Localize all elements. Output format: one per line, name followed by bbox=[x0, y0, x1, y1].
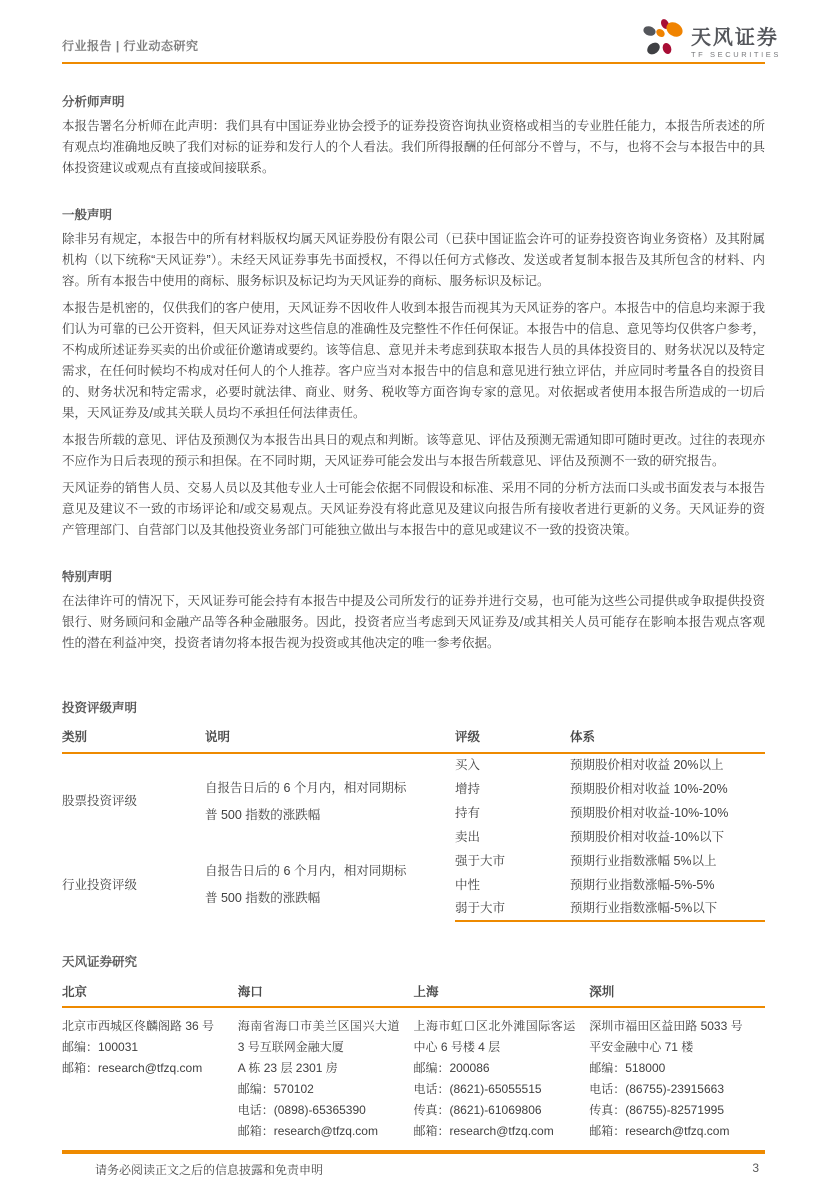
office-header-row bbox=[62, 974, 765, 1008]
page-header bbox=[62, 26, 781, 64]
rating-system-cell: 预期股价相对收益 20%以上 bbox=[570, 758, 724, 772]
rating-category-cell: 行业投资评级 bbox=[62, 877, 138, 892]
footer-row bbox=[62, 1152, 765, 1178]
rating-description-cell: 自报告日后的 6 个月内，相对同期标普 500 指数的涨跌幅 bbox=[205, 864, 407, 905]
rating-description-cell: 自报告日后的 6 个月内，相对同期标普 500 指数的涨跌幅 bbox=[205, 780, 407, 822]
office-zip-line: 邮编：518000 bbox=[589, 1061, 666, 1075]
table-row bbox=[62, 753, 765, 777]
rating-value-cell: 中性 bbox=[455, 877, 481, 892]
footer-disclaimer: 请务必阅读正文之后的信息披露和免责申明 bbox=[95, 1163, 324, 1177]
office-city-header: 上海 bbox=[413, 985, 439, 999]
rating-col-category: 类别 bbox=[62, 718, 205, 753]
rating-col-description: 说明 bbox=[205, 718, 455, 753]
rating-system-cell: 预期股价相对收益 10%-20% bbox=[570, 781, 728, 796]
section-research-offices bbox=[62, 952, 765, 1154]
office-column-shanghai bbox=[414, 1016, 590, 1142]
office-address-line: 海南省海口市美兰区国兴大道 3 号互联网金融大厦 bbox=[237, 1019, 400, 1054]
page-number: 3 bbox=[752, 1161, 759, 1175]
section-title-research: 天风证券研究 bbox=[62, 955, 138, 969]
rating-system-cell: 预期股价相对收益-10%-10% bbox=[570, 805, 729, 820]
office-city-header: 海口 bbox=[237, 985, 263, 999]
rating-system-cell: 预期行业指数涨幅 5%以上 bbox=[570, 853, 717, 868]
rating-value-cell: 增持 bbox=[455, 781, 481, 796]
section-title-rating: 投资评级声明 bbox=[62, 701, 138, 715]
section-title-analyst: 分析师声明 bbox=[62, 95, 125, 109]
logo-company-name: 天风证券 bbox=[690, 27, 779, 49]
rating-value-cell: 弱于大市 bbox=[455, 897, 570, 921]
office-zip-line: 邮编：200086 bbox=[413, 1061, 490, 1075]
logo-text bbox=[691, 27, 781, 62]
office-fax-line: 传真：(8621)-61069806 bbox=[413, 1103, 542, 1117]
paragraph: 除非另有规定，本报告中的所有材料版权均属天风证券股份有限公司（已获中国证监会许可的证券投资咨询业务资格）及其附属机构（以下统称“天风证券”）。未经天风证券事先书面授权，不得以任何方式修改、发送或者复制本报告及其所包含的材料、内容。所有本报告中使用的商标、服务标识及标记均为天风证券的商标、服务标识及标记。 bbox=[62, 232, 765, 288]
rating-value-cell: 买入 bbox=[455, 758, 481, 772]
section-analyst-statement bbox=[62, 92, 765, 179]
office-email-line: 邮箱：research@tfzq.com bbox=[62, 1061, 203, 1075]
logo-flower-icon bbox=[641, 16, 685, 62]
tf-securities-logo bbox=[641, 16, 781, 62]
section-title-special: 特别声明 bbox=[62, 570, 113, 584]
office-column-haikou bbox=[238, 1016, 414, 1142]
office-phone-line: 电话：(8621)-65055515 bbox=[413, 1082, 542, 1096]
paragraph: 天风证券的销售人员、交易人员以及其他专业人士可能会依据不同假设和标准、采用不同的分析方法而口头或书面发表与本报告意见及建议不一致的市场评论和/或交易观点。天风证券没有将此意见及建议向报告所有接收者进行更新的义务。天风证券的资产管理部门、自营部门以及其他投资业务部门可能独立做出与本报告中的意见或建议不一致的投资决策。 bbox=[62, 481, 765, 537]
office-city-header: 北京 bbox=[62, 985, 88, 999]
page-footer bbox=[62, 1150, 765, 1178]
office-fax-line: 传真：(86755)-82571995 bbox=[589, 1103, 724, 1117]
office-address-line: 上海市虹口区北外滩国际客运中心 6 号楼 4 层 bbox=[413, 1019, 576, 1054]
section-special-statement bbox=[62, 567, 765, 654]
office-body-row bbox=[62, 1008, 765, 1154]
section-title-general: 一般声明 bbox=[62, 208, 113, 222]
office-zip-line: 邮编：100031 bbox=[62, 1040, 139, 1054]
rating-col-rating: 评级 bbox=[455, 718, 570, 753]
office-column-beijing bbox=[62, 1016, 238, 1142]
office-email-line: 邮箱：research@tfzq.com bbox=[237, 1124, 378, 1138]
office-address-line: 深圳市福田区益田路 5033 号 bbox=[589, 1019, 743, 1033]
office-email-line: 邮箱：research@tfzq.com bbox=[413, 1124, 554, 1138]
rating-system-cell: 预期行业指数涨幅-5%-5% bbox=[570, 877, 715, 892]
research-offices-table bbox=[62, 974, 765, 1154]
rating-table bbox=[62, 718, 765, 922]
paragraph: 本报告所载的意见、评估及预测仅为本报告出具日的观点和判断。该等意见、评估及预测无需通知即可随时更改。过往的表现亦不应作为日后表现的预示和担保。在不同时期，天风证券可能会发出与本报告所载意见、评估及预测不一致的研究报告。 bbox=[62, 433, 765, 468]
office-zip-line: 邮编：570102 bbox=[237, 1082, 314, 1096]
office-column-shenzhen bbox=[589, 1016, 765, 1142]
rating-value-cell: 持有 bbox=[455, 805, 481, 820]
logo-company-name-en: TF SECURITIES bbox=[690, 50, 781, 59]
breadcrumb: 行业报告 | 行业动态研究 bbox=[62, 39, 199, 53]
office-address-line: 北京市西城区佟麟阁路 36 号 bbox=[62, 1019, 215, 1033]
rating-header-row bbox=[62, 718, 765, 753]
rating-value-cell: 强于大市 bbox=[455, 853, 506, 868]
table-row bbox=[62, 849, 765, 873]
paragraph: 本报告是机密的，仅供我们的客户使用，天风证券不因收件人收到本报告而视其为天风证券的客户。本报告中的信息均来源于我们认为可靠的已公开资料，但天风证券对这些信息的准确性及完整性不作任何保证。本报告中的信息、意见等均仅供客户参考，不构成所述证券买卖的出价或征价邀请或要约。该等信息、意见并未考虑到获取本报告人员的具体投资目的、财务状况以及特定需求，在任何时候均不构成对任何人的个人推荐。客户应当对本报告中的信息和意见进行独立评估，并应同时考量各自的投资目的、财务状况和特定需求，必要时就法律、商业、财务、税收等方面咨询专家的意见。对依据或者使用本报告所造成的一切后果，天风证券及/或其关联人员均不承担任何法律责任。 bbox=[62, 301, 765, 420]
office-phone-line: 电话：(0898)-65365390 bbox=[237, 1103, 366, 1117]
office-city-header: 深圳 bbox=[589, 985, 615, 999]
rating-category-cell: 股票投资评级 bbox=[62, 794, 138, 808]
rating-value-cell: 卖出 bbox=[455, 829, 481, 844]
office-address-line: 平安金融中心 71 楼 bbox=[589, 1040, 694, 1054]
office-address-line: A 栋 23 层 2301 房 bbox=[237, 1061, 338, 1075]
rating-system-cell: 预期行业指数涨幅-5%以下 bbox=[570, 897, 765, 921]
rating-col-system: 体系 bbox=[570, 718, 765, 753]
office-phone-line: 电话：(86755)-23915663 bbox=[589, 1082, 724, 1096]
rating-system-cell: 预期股价相对收益-10%以下 bbox=[570, 829, 725, 844]
paragraph: 在法律许可的情况下，天风证券可能会持有本报告中提及公司所发行的证券并进行交易，也可能为这些公司提供或争取提供投资银行、财务顾问和金融产品等各种金融服务。因此，投资者应当考虑到天风证券及/或其相关人员可能存在影响本报告观点客观性的潜在利益冲突，投资者请勿将本报告视为投资或其他决定的唯一参考依据。 bbox=[62, 594, 765, 650]
report-disclaimer-page bbox=[0, 26, 827, 1154]
paragraph: 本报告署名分析师在此声明：我们具有中国证券业协会授予的证券投资咨询执业资格或相当的专业胜任能力，本报告所表述的所有观点均准确地反映了我们对标的证券和发行人的个人看法。我们所得报酬的任何部分不曾与，不与，也将不会与本报告中的具体投资建议或观点有直接或间接联系。 bbox=[62, 119, 765, 175]
section-general-statement bbox=[62, 205, 765, 541]
section-rating-statement bbox=[62, 698, 765, 922]
office-email-line: 邮箱：research@tfzq.com bbox=[589, 1124, 730, 1138]
